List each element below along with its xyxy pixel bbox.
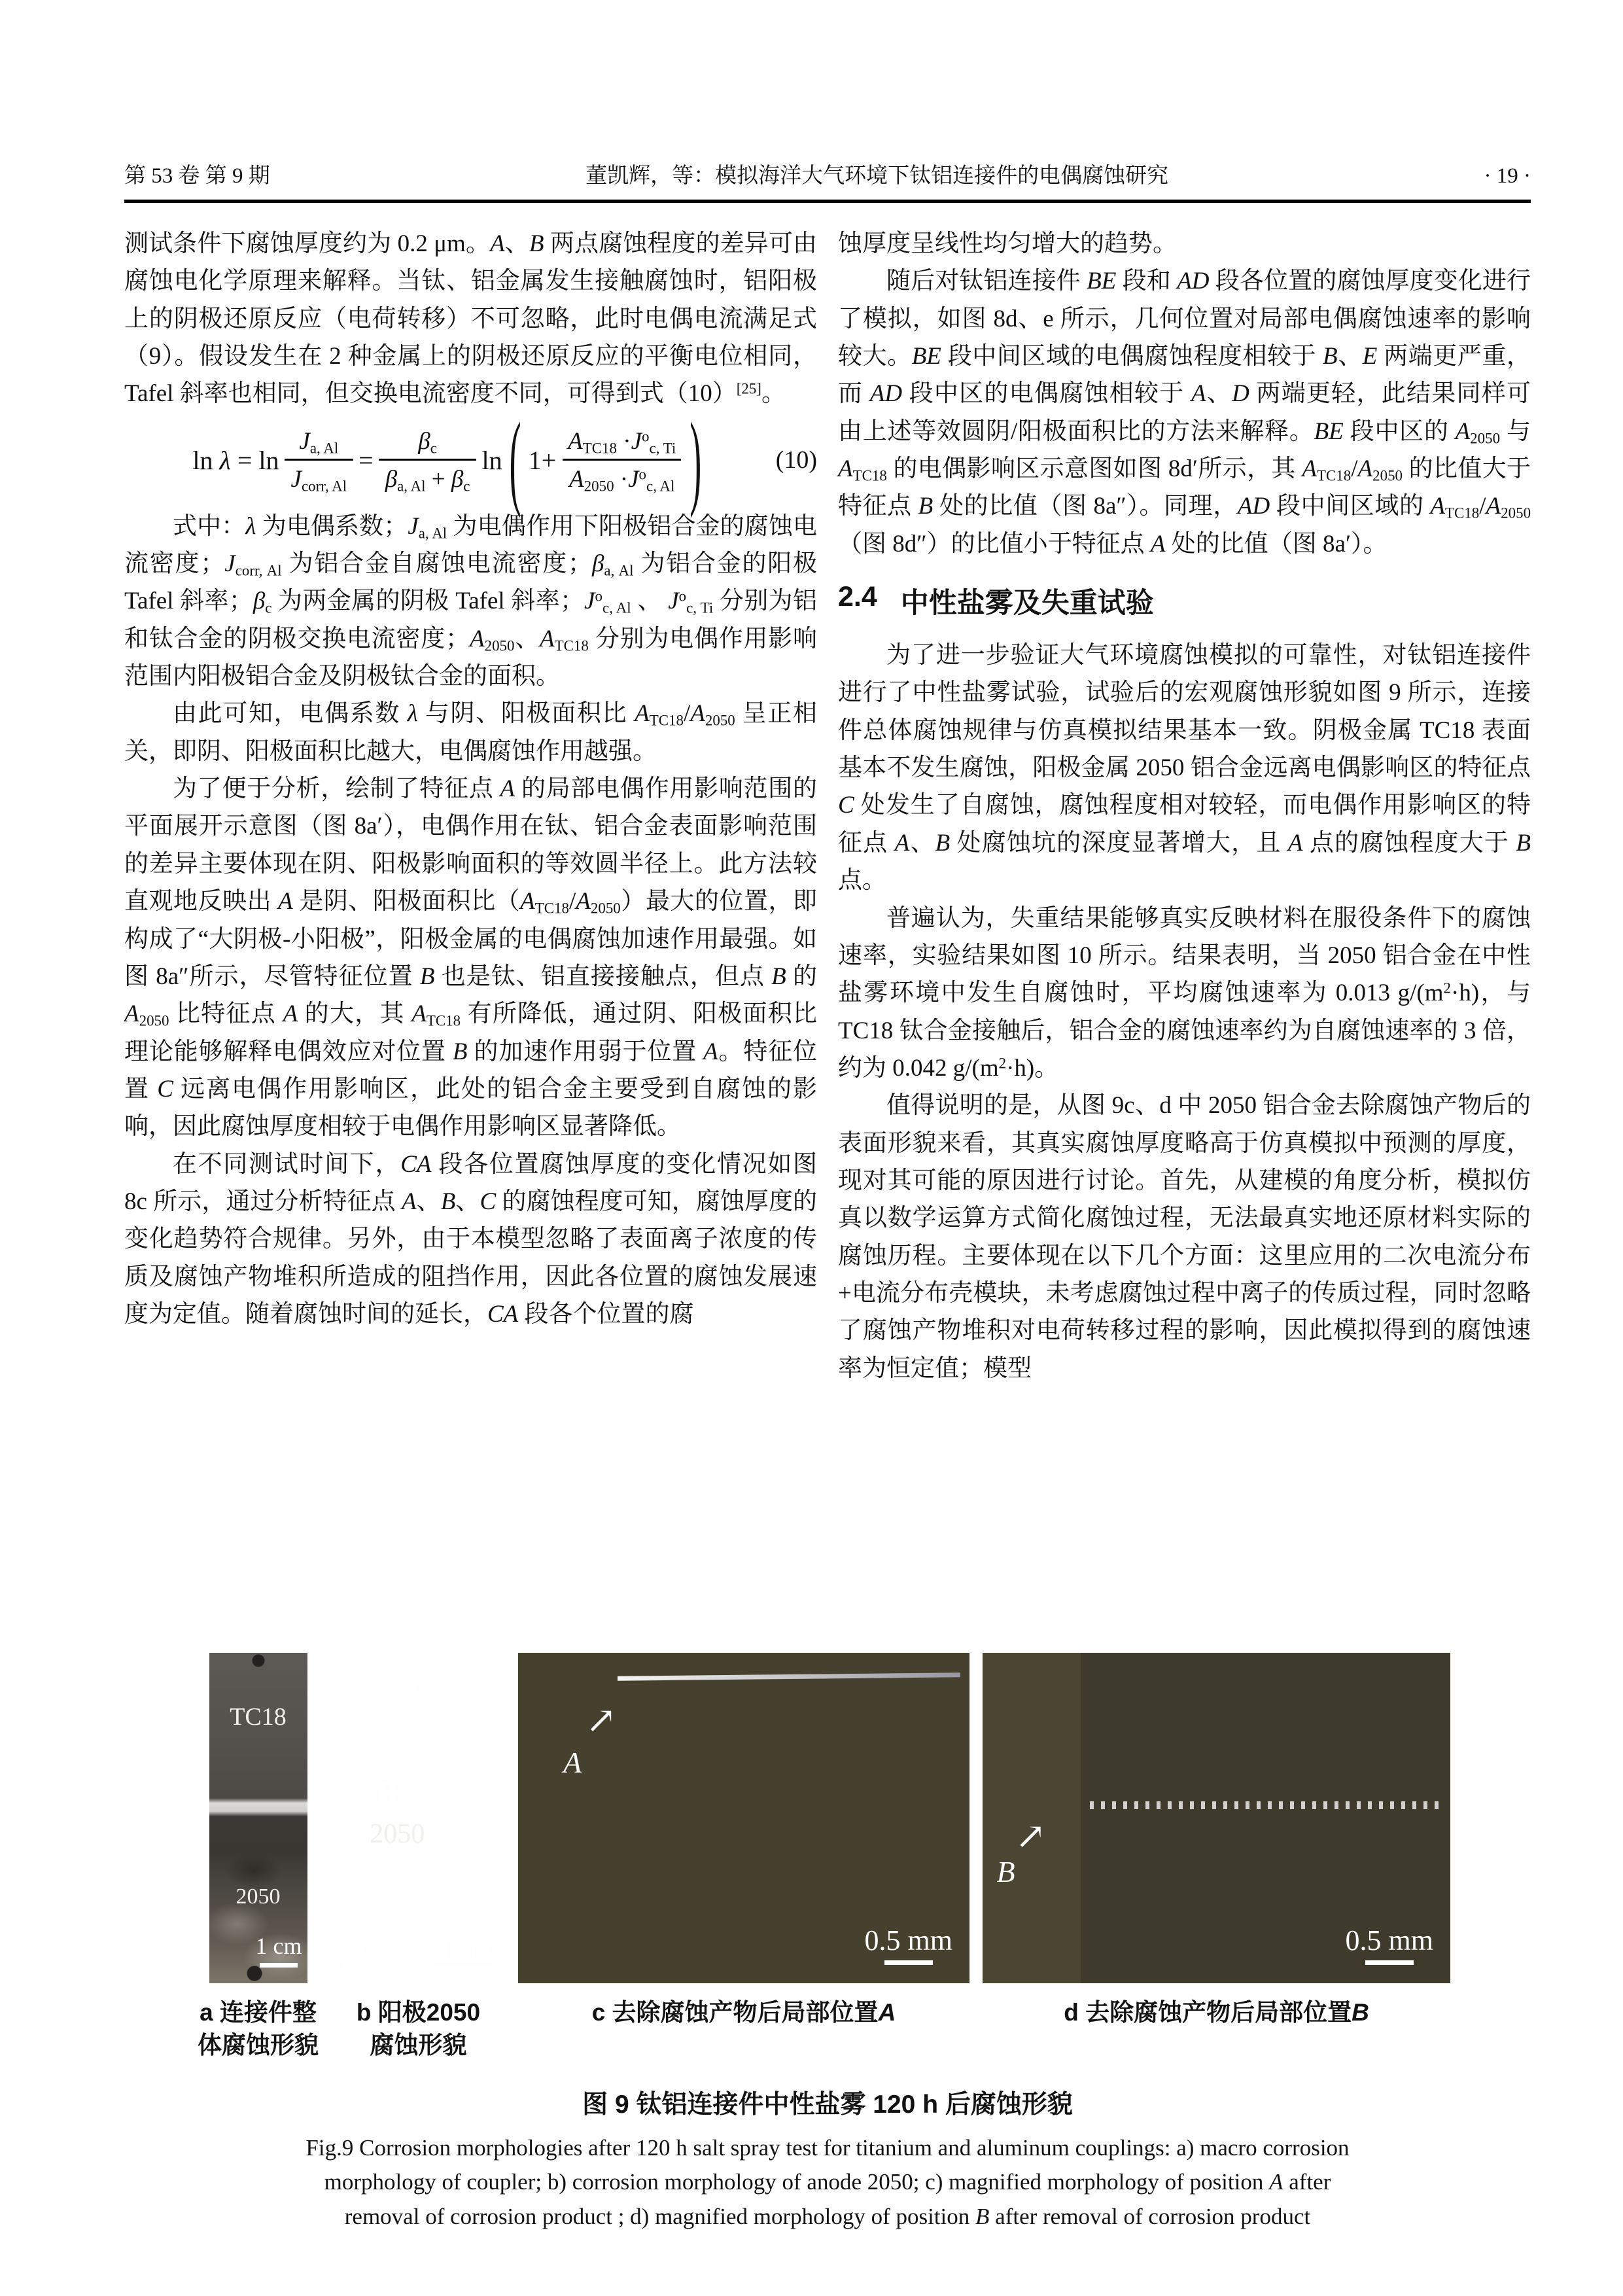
marker-b: B (996, 1855, 1015, 1889)
left-column (124, 225, 817, 1625)
subcaption-b: b 阳极2050 腐蚀形貌 (356, 1999, 481, 2058)
paragraph: 式中：λ 为电偶系数；$J_{a, Al}$ 为电偶作用下阳极铝合金的腐蚀电流密度；$J_{corr, Al}$ 为铝合金自腐蚀电流密度；$\beta_{a, Al}$ 为铝合金的阳极 Tafel 斜率；$\beta_c$ 为两金属的阴极 Tafel 斜率；$J^o_{c, Al}$ 、 $J^o_{c, Ti}$ 分别为铝和钛合金的阴极交换电流密度；$A_{2050}$、$A_{TC18}$ 分别为电偶作用影响范围内阳极铝合金及阴极钛合金的面积。 (124, 512, 818, 690)
equals-sign: = (358, 445, 374, 475)
paragraph: 蚀厚度呈线性均匀增大的趋势。 (838, 230, 1177, 257)
body-columns (124, 225, 1531, 1625)
one-plus: 1+ (528, 445, 557, 475)
section-number: 2.4 (838, 581, 877, 613)
scale-bar-line (884, 1960, 933, 1965)
fraction: $\frac{\beta_c}{\beta_{a, Al} + \beta_c}$ (379, 427, 477, 493)
scale-bar-05mm: 0.5 mm (865, 1926, 952, 1965)
scale-bar-line (433, 1967, 496, 1971)
fraction: $\frac{A_{TC18} \cdot J^o_{c, Ti}}{A_{2050} \cdot J^o_{c, Al}}$ (561, 427, 682, 493)
photo-a-coupler-macro (209, 1653, 307, 1983)
paragraph: 普遍认为，失重结果能够真实反映材料在服役条件下的腐蚀速率，实验结果如图 10 所示。结果表明，当 2050 铝合金在中性盐雾环境中发生自腐蚀时，平均腐蚀速率为 0.013 $g/(m^2\cdot h)$，与 TC18 钛合金接触后，铝合金的腐蚀速率约为自腐蚀速率的 3 倍，约为 0.042 $g/(m^2\cdot h)$。 (838, 904, 1531, 1082)
paragraph: 由此可知，电偶系数 λ 与阴、阳极面积比 $A_{TC18}/A_{2050}$ 呈正相关，即阴、阳极面积比越大，电偶腐蚀作用越强。 (124, 700, 818, 765)
label-tc18: TC18 (230, 1703, 287, 1731)
caption-en-line: removal of corrosion product ; d) magnified morphology of position B after removal of corrosion product (344, 2203, 1311, 2229)
figure-9-panel-d (983, 1653, 1450, 2029)
photo-b-anode-2050 (332, 1653, 505, 1983)
figure-9-panel-b (332, 1653, 505, 2062)
left-paren: ( (509, 401, 521, 520)
corrosion-speckle-band (1090, 1801, 1440, 1809)
scale-bar-1cm: 1 cm (433, 1935, 496, 1971)
arrow-up-left-icon: ↖ (340, 1753, 372, 1794)
caption-en-line: morphology of coupler; b) corrosion morphology of anode 2050; c) magnified morphology of position A after (324, 2169, 1331, 2195)
scale-bar-line (260, 1963, 298, 1968)
scale-bar-1cm: 1 cm (256, 1934, 302, 1968)
marker-a: A (563, 1746, 582, 1780)
arrow-up-right-icon: ↗ (1015, 1816, 1046, 1857)
figure-9-photos (198, 1653, 1531, 2062)
fraction: $\frac{J_{a, Al}}{J_{corr, Al}}$ (285, 427, 354, 493)
caption-en-line: Fig.9 Corrosion morphologies after 120 h salt spray test for titanium and aluminum couplings: a) macro corrosion (305, 2134, 1350, 2161)
section-title: 中性盐雾及失重试验 (900, 588, 1154, 620)
volume-issue: 第 53 卷 第 9 期 (124, 164, 270, 188)
figure-caption-zh: 图 9 钛铝连接件中性盐雾 120 h 后腐蚀形貌 (582, 2090, 1073, 2119)
scale-bar-line (1365, 1960, 1414, 1965)
right-column (838, 225, 1531, 1625)
arrow-up-left-icon: ↖ (362, 1657, 394, 1699)
paragraph: 在不同测试时间下，CA 段各位置腐蚀厚度的变化情况如图 8c 所示，通过分析特征点 A、B、C 的腐蚀程度可知，腐蚀厚度的变化趋势符合规律。另外，由于本模型忽略了表面离子浓度的传质及腐蚀产物堆积所造成的阻挡作用，因此各位置的腐蚀发展速度为定值。随着腐蚀时间的延长，CA 段各个位置的腐 (124, 1150, 818, 1328)
running-title: 董凯辉，等：模拟海洋大气环境下钛铝连接件的电偶腐蚀研究 (585, 164, 1169, 188)
marker-b: B (376, 1775, 395, 1809)
arrow-up-right-icon: ↗ (585, 1700, 617, 1741)
paragraph: 测试条件下腐蚀厚度约为 0.2 μm。A、B 两点腐蚀程度的差异可由腐蚀电化学原理来解释。当钛、铝金属发生接触腐蚀时，铝阳极上的阴极还原反应（电荷转移）不可忽略，此时电偶电流满足式（9）。假设发生在 2 种金属上的阴极还原反应的平衡电位相同，Tafel 斜率也相同，但交换电流密度不同，可得到式（10）[25]。 (124, 230, 818, 408)
figure-9-panel-c (518, 1653, 969, 2029)
paragraph: 值得说明的是，从图 9c、d 中 2050 铝合金去除腐蚀产物后的表面形貌来看，其真实腐蚀厚度略高于仿真模拟中预测的厚度，现对其可能的原因进行讨论。首先，从建模的角度分析，模拟仿真以数学运算方式简化腐蚀过程，无法最真实地还原材料实际的腐蚀历程。主要体现在以下几个方面：这里应用的二次电流分布+电流分布壳模块，未考虑腐蚀过程中离子的传质过程，同时忽略了腐蚀产物堆积对电荷转移过程的影响，因此模拟得到的腐蚀速率为恒定值；模型 (838, 1092, 1531, 1382)
label-2050: 2050 (236, 1884, 281, 1909)
ln-operator: ln (481, 445, 502, 475)
figure-9-panel-a (198, 1653, 319, 2062)
paragraph: 随后对钛铝连接件 BE 段和 AD 段各位置的腐蚀厚度变化进行了模拟，如图 8d、e 所示，几何位置对局部电偶腐蚀速率的影响较大。BE 段中间区域的电偶腐蚀程度相较于 B、E 两端更严重，而 AD 段中区的电偶腐蚀相较于 A、D 两端更轻，此结果同样可由上述等效圆阴/阳极面积比的方法来解释。BE 段中区的 $A_{2050}$ 与 $A_{TC18}$ 的电偶影响区示意图如图 8d′所示，其 $A_{TC18}/A_{2050}$ 的比值大于特征点 B 处的比值（图 8a″）。同理，AD 段中间区域的 $A_{TC18}/A_{2050}$（图 8d″）的比值小于特征点 A 处的比值（图 8a′）。 (838, 268, 1531, 557)
equation-10 (124, 401, 817, 520)
label-2050: 2050 (370, 1818, 425, 1849)
marker-a: A (401, 1676, 420, 1710)
right-paren: ) (689, 401, 702, 520)
marker-c: C (387, 1896, 408, 1930)
figure-9 (124, 1653, 1531, 2234)
figure-caption-en (124, 2131, 1531, 2234)
photo-d-position-b-magnified (983, 1653, 1450, 1983)
subcaption-d: d 去除腐蚀产物后局部位置B (1064, 1999, 1369, 2026)
page-header (124, 158, 1531, 203)
subcaption-c: c 去除腐蚀产物后局部位置A (591, 1999, 896, 2026)
equation-number: (10) (775, 446, 817, 474)
paragraph: 为了进一步验证大气环境腐蚀模拟的可靠性，对钛铝连接件进行了中性盐雾试验，试验后的宏观腐蚀形貌如图 9 所示，连接件总体腐蚀规律与仿真模拟结果基本一致。阴极金属 TC18 表面基本不发生腐蚀，阳极金属 2050 铝合金远离电偶影响区的特征点 C 处发生了自腐蚀，腐蚀程度相对较轻，而电偶作用影响区的特征点 A、B 处腐蚀坑的深度显著增大，且 A 点的腐蚀程度大于 B 点。 (838, 642, 1531, 894)
scale-bar-05mm: 0.5 mm (1346, 1926, 1433, 1965)
arrow-down-left-icon: ↙ (338, 1937, 370, 1979)
subcaption-a: a 连接件整 体腐蚀形貌 (198, 1999, 319, 2058)
page-number: · 19 · (1484, 164, 1531, 188)
equation-body (124, 401, 772, 520)
section-heading-2-4 (838, 581, 1531, 621)
equation-lead: ln λ = ln (192, 445, 279, 475)
photo-c-position-a-magnified (518, 1653, 969, 1983)
paragraph: 为了便于分析，绘制了特征点 A 的局部电偶作用影响范围的平面展开示意图（图 8a′），电偶作用在钛、铝合金表面影响范围的差异主要体现在阴、阳极影响面积的等效圆半径上。此方法较直观地反映出 A 是阴、阳极面积比$(A_{TC18}/A_{2050})$最大的位置，即构成了“大阴极-小阳极”，阳极金属的电偶腐蚀加速作用最强。如图 8a″所示，尽管特征位置 B 也是钛、铝直接接触点，但点 B 的 $A_{2050}$ 比特征点 A 的大，其 $A_{TC18}$ 有所降低，通过阴、阳极面积比理论能够解释电偶效应对位置 B 的加速作用弱于位置 A。特征位置 C 远离电偶作用影响区，此处的铝合金主要受到自腐蚀的影响，因此腐蚀厚度相较于电偶作用影响区显著降低。 (124, 775, 818, 1140)
